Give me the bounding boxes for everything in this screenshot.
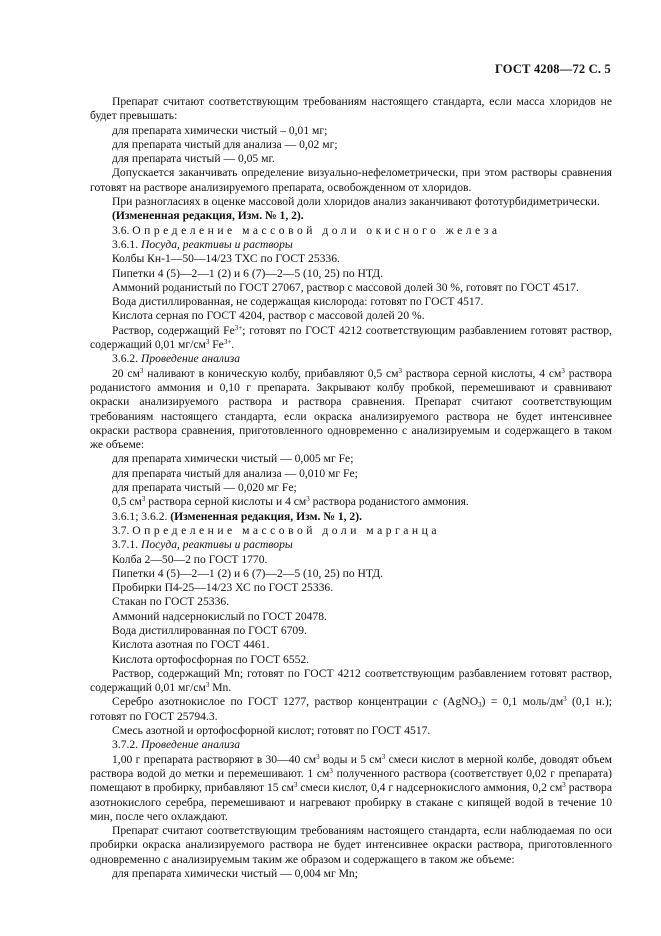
list-item-analysis-pure: для препарата чистый для анализа — 0,02 мг; <box>112 137 338 151</box>
section-number: 3.7.1. <box>112 538 141 552</box>
paragraph-disagreement: При разногласиях в оценке массовой доли хлоридов анализ заканчивают фототурбидиметрически. <box>112 195 600 209</box>
section-title: Определение массовой доли марганца <box>132 523 440 537</box>
list-item-chem-pure: для препарата химически чистый – 0,01 мг; <box>112 123 328 137</box>
section-heading-3-6 <box>90 224 612 238</box>
section-title: Проведение анализа <box>140 352 241 366</box>
list-item-iron: для препарата чистый — 0,020 мг Fe; <box>112 481 297 495</box>
section-number: 3.7.2. <box>112 738 141 752</box>
subsection-heading-3-6-2 <box>90 352 612 366</box>
subsection-heading-3-7-2 <box>90 738 612 752</box>
reagent-line: Колба 2—50—2 по ГОСТ 1770. <box>112 552 268 566</box>
subsection-heading-3-6-1 <box>90 238 612 252</box>
reagent-line: Кислота серная по ГОСТ 4204, раствор с массовой долей 20 %. <box>112 309 425 323</box>
list-item-manganese: для препарата химически чистый — 0,004 мг Mn; <box>112 867 358 881</box>
list-item-iron: для препарата чистый для анализа — 0,010 мг Fe; <box>112 466 358 480</box>
paragraph-iron-procedure: 20 $см^3$ наливают в коническую колбу, прибавляют 0,5 $см^3$ раствора серной кислоты, 4 $см^3$ раствора роданистого аммония и 0,10 г препарата. Закрывают колбу пробкой, перемешивают и сравнивают окраски анализируемого раствора и раствора сравнения. Препарат считают соответствующим требованиям настоящего стандарта, если окраска анализируемого раствора не будет интенсивнее окраски раствора сравнения, приготовленного одновременно с анализируемым и содержащего в таком же объеме: <box>90 366 612 452</box>
list-item-iron: для препарата химически чистый — 0,005 мг Fe; <box>112 452 354 466</box>
reagent-line: Колбы Кн-1—50—14/23 ТХС по ГОСТ 25336. <box>112 252 340 266</box>
document-body <box>90 95 612 881</box>
paragraph-manganese-requirement: Препарат считают соответствующим требованиям настоящего стандарта, если наблюдаемая по оси пробирки окраска анализируемого раствора не будет интенсивнее окраски раствора, приготовленного одновременно с анализируемым таким же образом и содержащего в таком же объеме: <box>90 824 612 866</box>
paragraph-manganese-procedure: 1,00 г препарата растворяют в 30—40 $см^3$ воды и 5 $см^3$ смеси кислот в мерной колбе, доводят объем раствора водой до метки и перемешивают. 1 $см^3$ полученного раствора (соответствует 0,02 г препарата) помещают в пробирку, прибавляют 15 $см^3$ смеси кислот, 0,4 г надсернокислого аммония, 0,2 $см^3$ раствора азотнокислого серебра, перемешивают и нагревают пробирку в стакане с кипящей водой в течение 10 мин, после чего охлаждают. <box>90 752 613 823</box>
list-item-pure: для препарата чистый — 0,05 мг. <box>112 152 275 166</box>
reagent-line: Вода дистиллированная, не содержащая кислорода: готовят по ГОСТ 4517. <box>112 295 484 309</box>
paragraph-iron-solution: Раствор, содержащий $Fe^{3+}$; готовят по ГОСТ 4212 соответствующим разбавлением готовят раствор, содержащий 0,01 $мг/см^3$ $Fe^{3+}$. <box>90 323 613 352</box>
section-number: 3.6. <box>112 223 133 237</box>
section-number: 3.7. <box>112 523 133 537</box>
reagent-line: Смесь азотной и ортофосфорной кислот; готовят по ГОСТ 4517. <box>112 724 431 738</box>
section-title: Посуда, реактивы и растворы <box>140 237 293 251</box>
subsection-heading-3-7-1 <box>90 538 612 552</box>
paragraph-silver-nitrate: Серебро азотнокислое по ГОСТ 1277, раствор концентрации c (AgNO$_3$) = 0,1 моль/$дм^3$ (0,1 н.); готовят по ГОСТ 25794.3. <box>90 695 612 723</box>
reagent-line: Кислота ортофосфорная по ГОСТ 6552. <box>112 652 310 666</box>
section-number: 3.6.1. <box>112 237 141 251</box>
reagent-line: Пробирки П4-25—14/23 ХС по ГОСТ 25336. <box>112 581 334 595</box>
amendment-note: (Измененная редакция, Изм. № 1, 2). <box>112 209 304 223</box>
reagent-line: Вода дистиллированная по ГОСТ 6709. <box>112 623 307 637</box>
list-item-iron-reagents: 0,5 $см^3$ раствора серной кислоты и 4 $см^3$ раствора роданистого аммония. <box>112 495 469 509</box>
paragraph-chlorides-requirement: Препарат считают соответствующим требованиям настоящего стандарта, если масса хлоридов не будет превышать: <box>90 95 612 123</box>
section-title: Определение массовой доли окисного железа <box>132 223 501 237</box>
page-header: ГОСТ 4208—72 С. 5 <box>494 62 611 76</box>
section-heading-3-7 <box>90 524 612 538</box>
reagent-line: Стакан по ГОСТ 25336. <box>112 595 230 609</box>
section-title: Посуда, реактивы и растворы <box>140 538 293 552</box>
section-number: 3.6.2. <box>112 352 141 366</box>
reagent-line: Пипетки 4 (5)—2—1 (2) и 6 (7)—2—5 (10, 25) по НТД. <box>112 266 384 280</box>
reagent-line: Пипетки 4 (5)—2—1 (2) и 6 (7)—2—5 (10, 25) по НТД. <box>112 566 384 580</box>
paragraph-manganese-solution: Раствор, содержащий Mn; готовят по ГОСТ 4212 соответствующим разбавлением готовят раствор, содержащий 0,01 $мг/см^3$ Mn. <box>90 666 612 695</box>
section-title: Проведение анализа <box>140 738 241 752</box>
reagent-line: Аммоний роданистый по ГОСТ 27067, раствор с массовой долей 30 %, готовят по ГОСТ 4517. <box>112 280 579 294</box>
paragraph-nephelometric: Допускается заканчивать определение визуально-нефелометрически, при этом растворы сравнения готовят на растворе анализируемого препарата, освобожденном от хлоридов. <box>90 166 612 194</box>
reagent-line: Кислота азотная по ГОСТ 4461. <box>112 638 270 652</box>
reagent-line: Аммоний надсернокислый по ГОСТ 20478. <box>112 609 327 623</box>
amendment-note: 3.6.1; 3.6.2. (Измененная редакция, Изм. № 1, 2). <box>112 509 362 523</box>
